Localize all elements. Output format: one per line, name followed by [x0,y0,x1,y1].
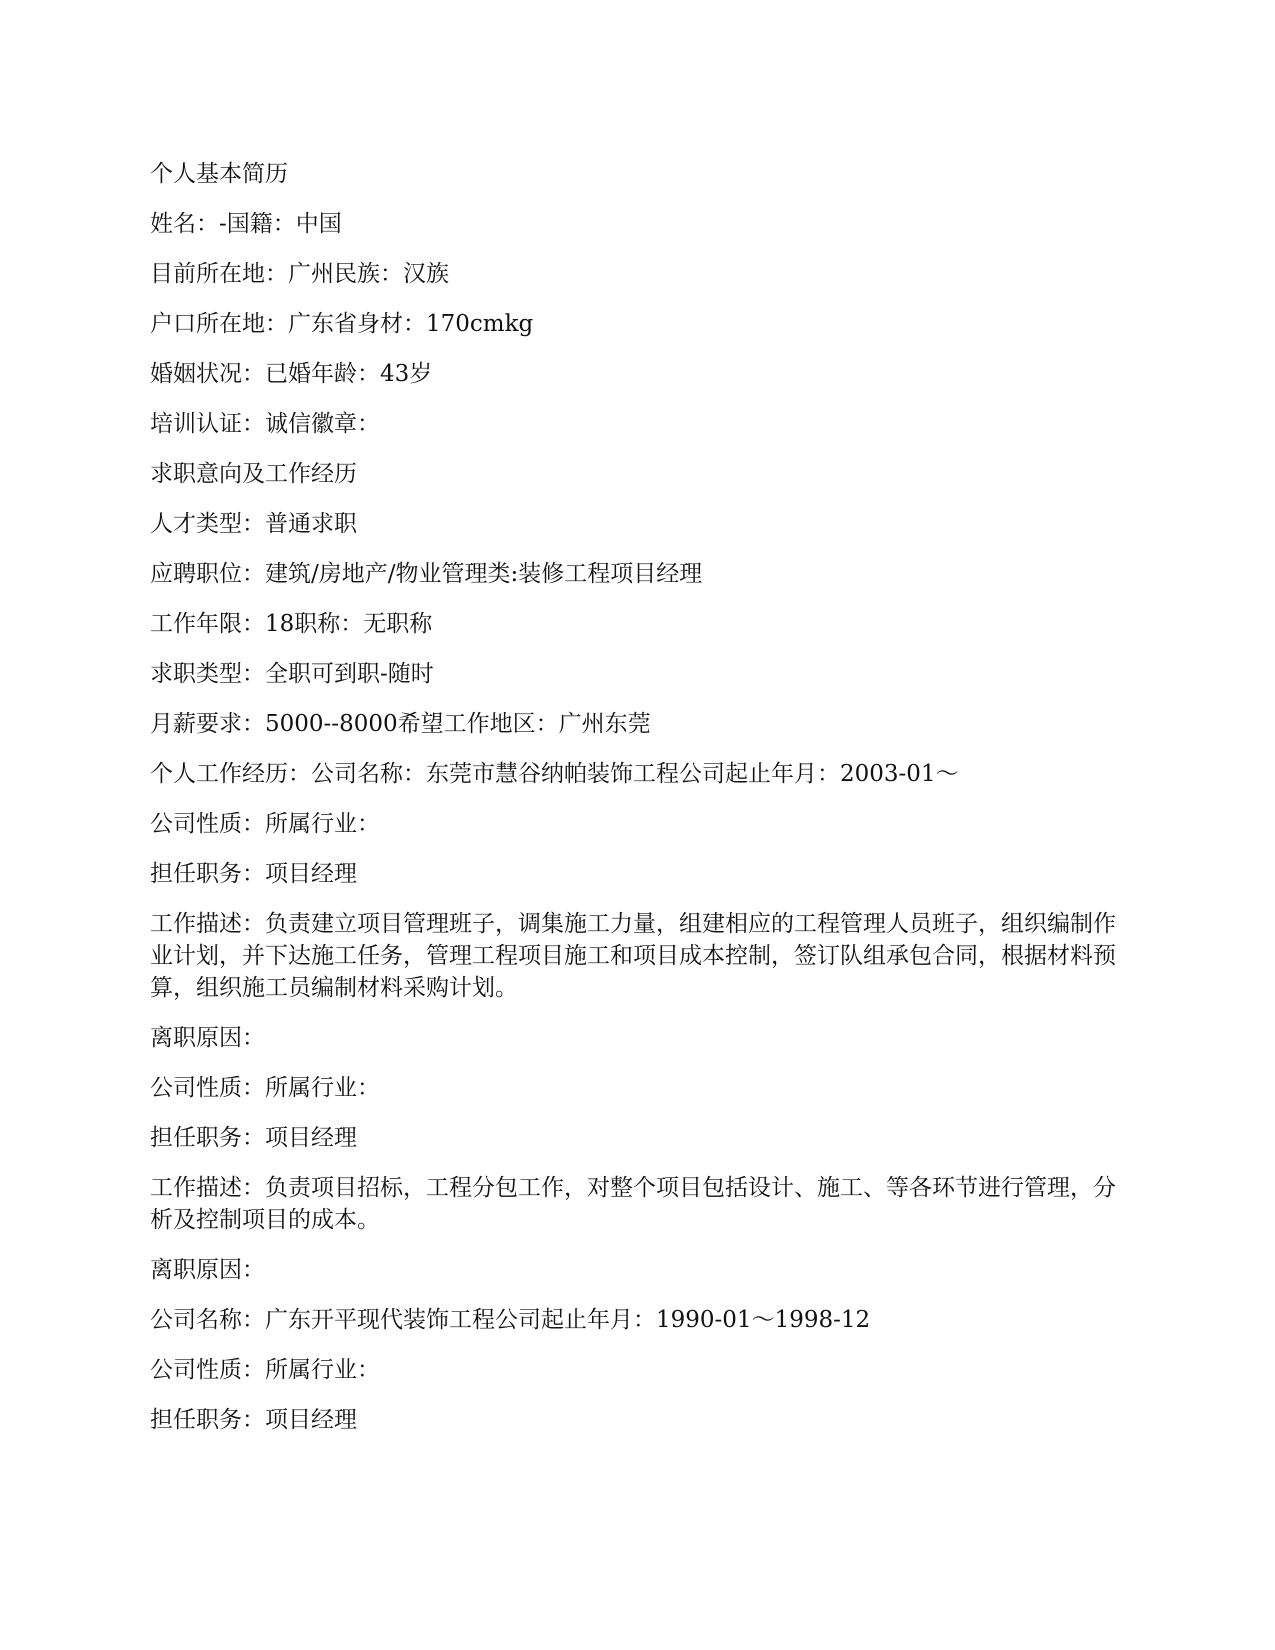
company-nature-line: 公司性质：所属行业： [150,1357,380,1383]
talent-type-line: 人才类型：普通求职 [150,511,357,537]
job-description-paragraph: 工作描述：负责建立项目管理班子，调集施工力量，组建相应的工程管理人员班子，组织编制作业计划，并下达施工任务，管理工程项目施工和项目成本控制，签订队组承包合同，根据材料预算，组织施工员编制材料采购计划。 [150,911,1116,1001]
location-ethnicity-line: 目前所在地：广州民族：汉族 [150,261,449,287]
hukou-height-line: 户口所在地：广东省身材：170cmkg [150,311,534,337]
position-held-line: 担任职务：项目经理 [150,861,357,887]
work-history-company-2: 公司名称：广东开平现代装饰工程公司起止年月：1990-01～1998-12 [150,1307,871,1333]
job-type-line: 求职类型：全职可到职-随时 [150,661,434,687]
leave-reason-line: 离职原因： [150,1025,265,1051]
company-nature-line: 公司性质：所属行业： [150,811,380,837]
leave-reason-line: 离职原因： [150,1257,265,1283]
section-title-job-intent: 求职意向及工作经历 [150,461,357,487]
position-held-line: 担任职务：项目经理 [150,1125,357,1151]
work-history-company-1: 个人工作经历：公司名称：东莞市慧谷纳帕装饰工程公司起止年月：2003-01～ [150,761,959,787]
work-years-title-line: 工作年限：18职称：无职称 [150,611,433,637]
section-title-basic-resume: 个人基本简历 [150,161,288,187]
job-description-paragraph: 工作描述：负责项目招标，工程分包工作，对整个项目包括设计、施工、等各环节进行管理，分析及控制项目的成本。 [150,1175,1116,1233]
resume-document [150,158,1130,1454]
certification-line: 培训认证：诚信徽章： [150,411,380,437]
applied-position-line: 应聘职位：建筑/房地产/物业管理类:装修工程项目经理 [150,561,703,587]
marital-age-line: 婚姻状况：已婚年龄：43岁 [150,361,433,387]
company-nature-line: 公司性质：所属行业： [150,1075,380,1101]
position-held-line: 担任职务：项目经理 [150,1407,357,1433]
name-nationality-line: 姓名：-国籍：中国 [150,211,342,237]
salary-region-line: 月薪要求：5000--8000希望工作地区：广州东莞 [150,711,651,737]
